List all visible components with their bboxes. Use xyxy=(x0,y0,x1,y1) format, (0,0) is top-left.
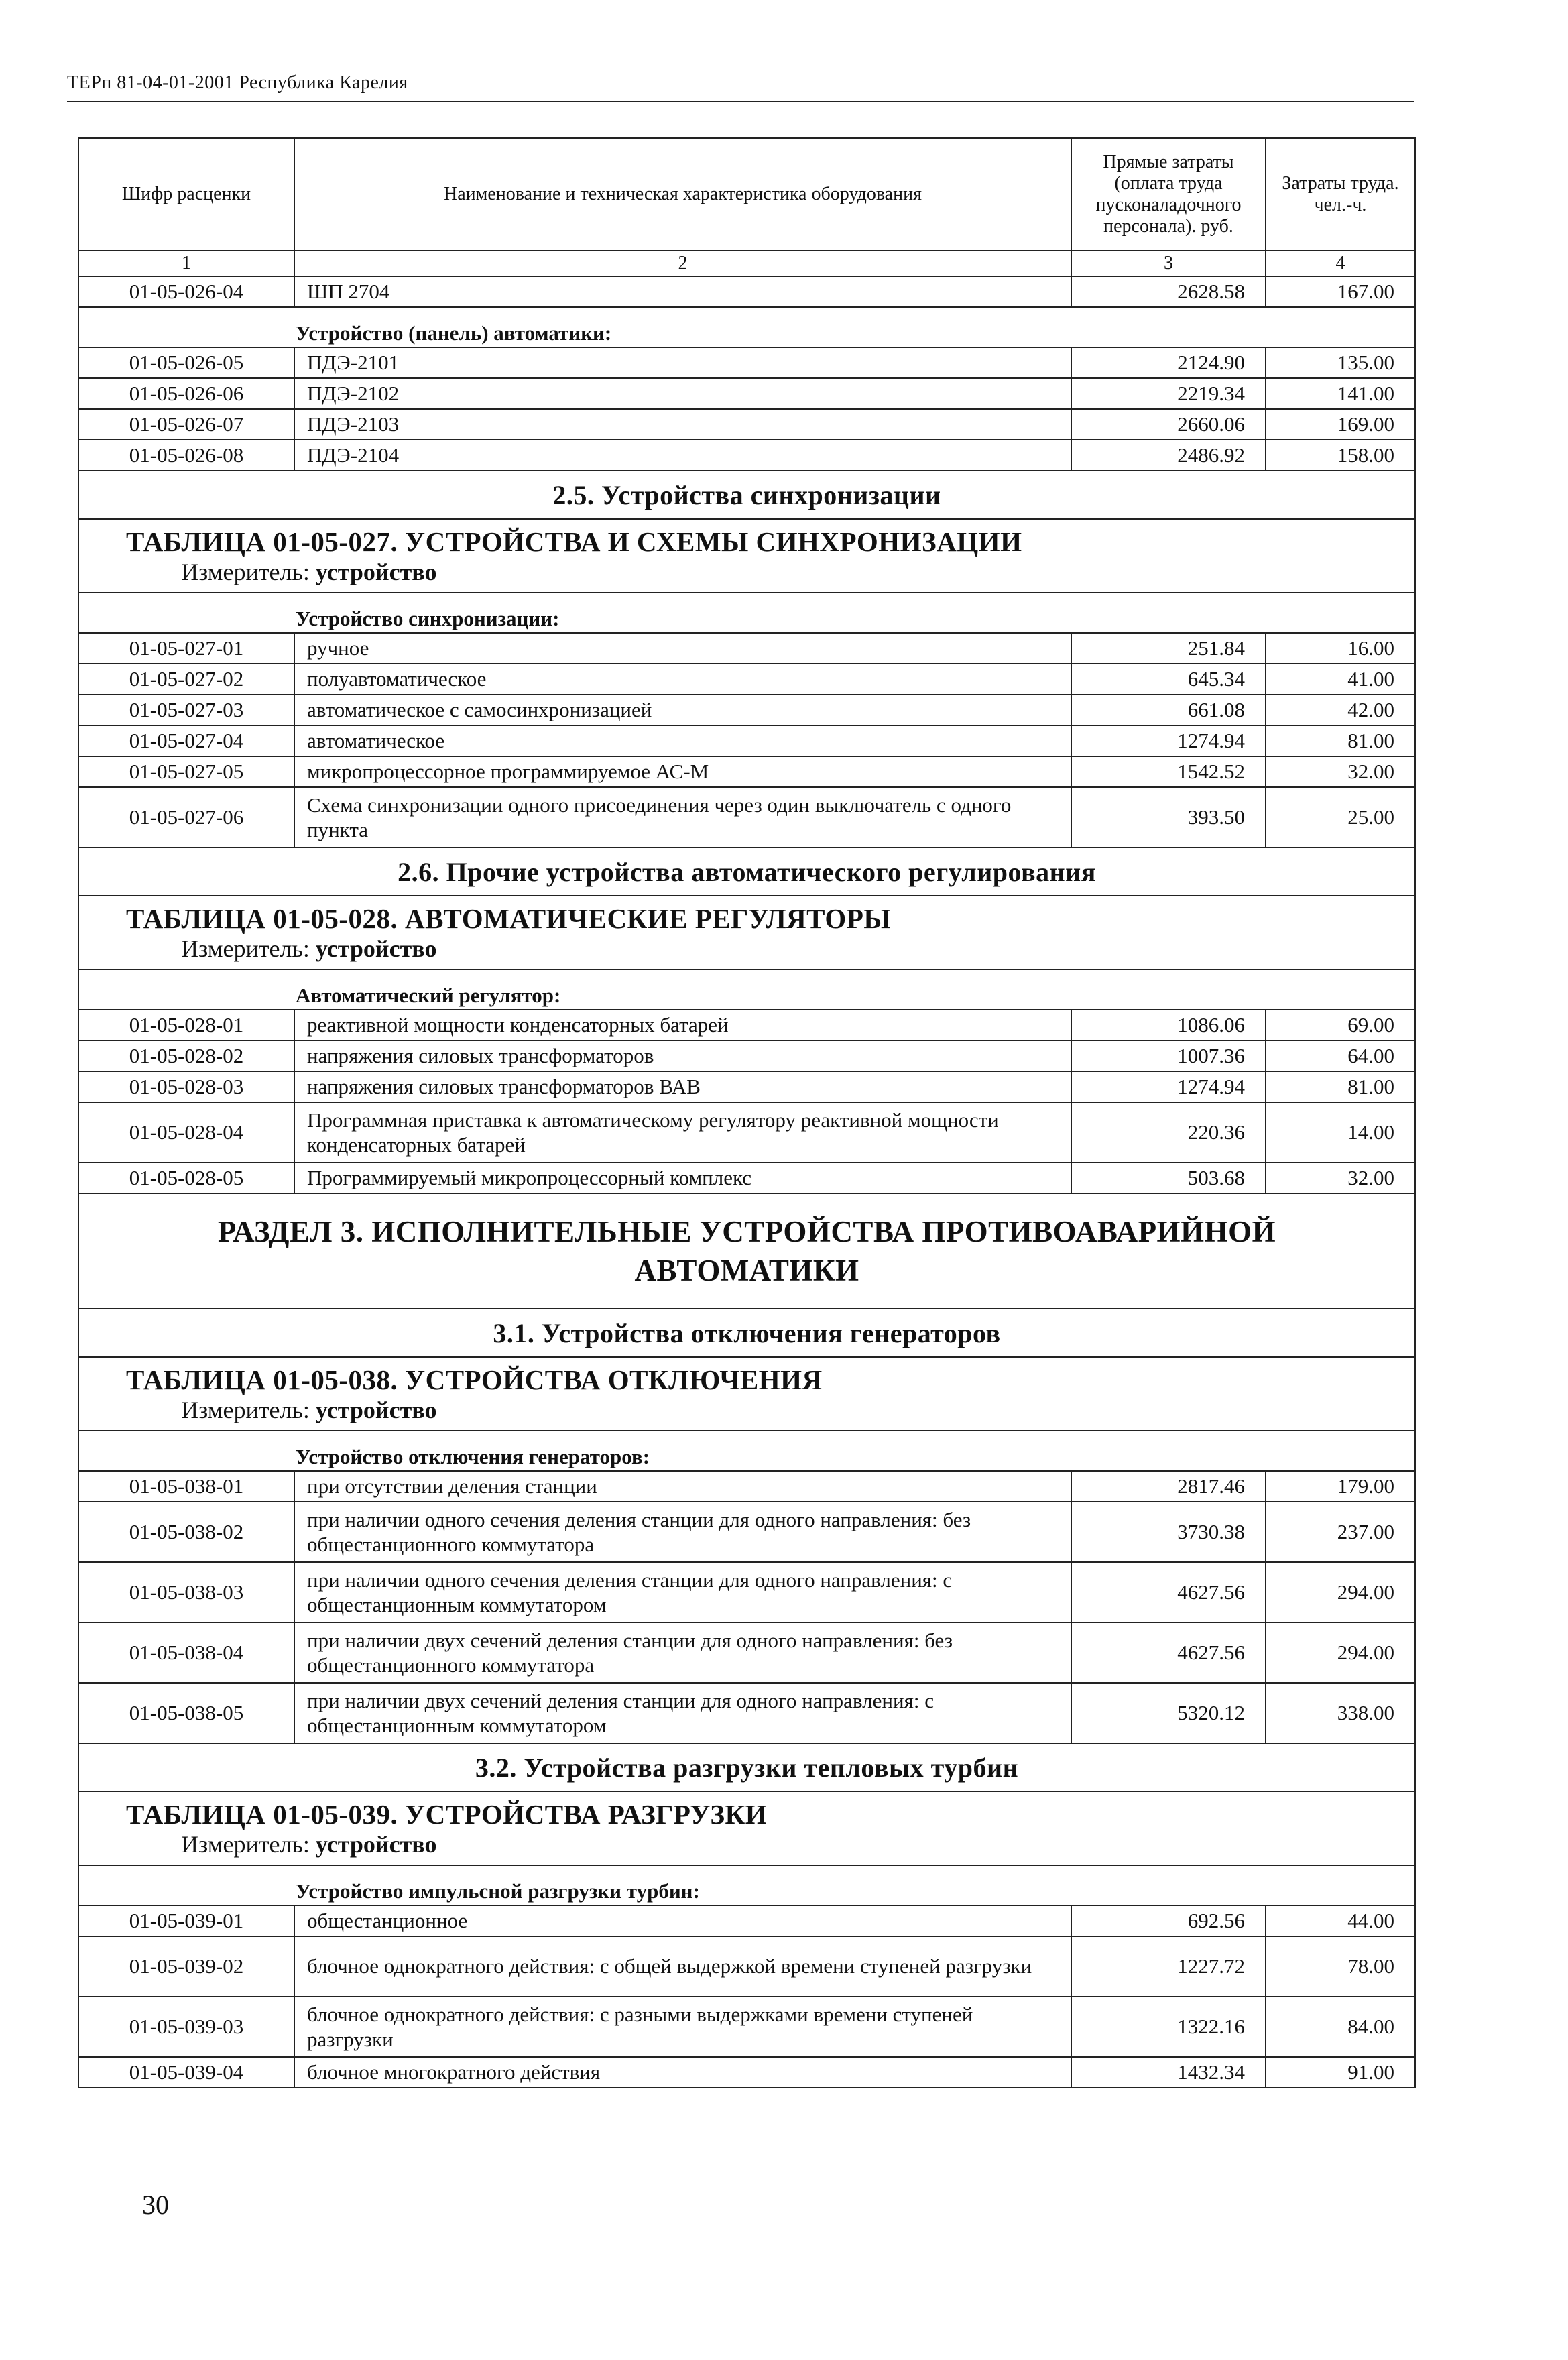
labor-cost: 32.00 xyxy=(1266,756,1415,787)
rate-code: 01-05-026-07 xyxy=(78,409,294,440)
labor-cost: 169.00 xyxy=(1266,409,1415,440)
table-title-row xyxy=(78,1357,1415,1431)
table-row xyxy=(78,725,1415,756)
table-row xyxy=(78,378,1415,409)
labor-cost: 42.00 xyxy=(1266,695,1415,725)
rate-code: 01-05-026-04 xyxy=(78,276,294,307)
rate-code: 01-05-038-01 xyxy=(78,1471,294,1502)
column-header-labor: Затраты труда. чел.-ч. xyxy=(1266,138,1415,251)
item-name: напряжения силовых трансформаторов xyxy=(294,1041,1071,1071)
column-number: 1 xyxy=(78,251,294,276)
table-row xyxy=(78,633,1415,664)
labor-cost: 32.00 xyxy=(1266,1163,1415,1193)
direct-cost: 4627.56 xyxy=(1071,1622,1266,1683)
table-row xyxy=(78,1471,1415,1502)
table-row xyxy=(78,440,1415,471)
rate-code: 01-05-026-06 xyxy=(78,378,294,409)
group-heading-row xyxy=(78,593,1415,633)
group-heading: Устройство (панель) автоматики: xyxy=(296,321,612,345)
direct-cost: 1274.94 xyxy=(1071,1071,1266,1102)
item-name: ПДЭ-2103 xyxy=(294,409,1071,440)
header-rule xyxy=(67,101,1414,102)
meter-label: Измеритель: xyxy=(181,1396,310,1423)
labor-cost: 91.00 xyxy=(1266,2057,1415,2088)
rate-code: 01-05-038-02 xyxy=(78,1502,294,1562)
direct-cost: 3730.38 xyxy=(1071,1502,1266,1562)
unit-of-measure xyxy=(126,1396,1402,1424)
rate-code: 01-05-038-05 xyxy=(78,1683,294,1743)
section-heading: 2.5. Устройства синхронизации xyxy=(78,471,1415,519)
rate-code: 01-05-039-03 xyxy=(78,1997,294,2057)
direct-cost: 661.08 xyxy=(1071,695,1266,725)
direct-cost: 2124.90 xyxy=(1071,347,1266,378)
group-heading-row xyxy=(78,1865,1415,1905)
section-heading: 2.6. Прочие устройства автоматического регулирования xyxy=(78,847,1415,896)
section-heading-row xyxy=(78,847,1415,896)
direct-cost: 1432.34 xyxy=(1071,2057,1266,2088)
direct-cost: 1274.94 xyxy=(1071,725,1266,756)
direct-cost: 5320.12 xyxy=(1071,1683,1266,1743)
rate-code: 01-05-039-04 xyxy=(78,2057,294,2088)
item-name: при наличии двух сечений деления станции для одного направления: с общестанционным коммутатором xyxy=(294,1683,1071,1743)
item-name: Схема синхронизации одного присоединения через один выключатель с одного пункта xyxy=(294,787,1071,847)
group-heading-row xyxy=(78,1431,1415,1471)
item-name: Программная приставка к автоматическому регулятору реактивной мощности конденсаторных батарей xyxy=(294,1102,1071,1163)
labor-cost: 16.00 xyxy=(1266,633,1415,664)
rate-code: 01-05-026-05 xyxy=(78,347,294,378)
table-row xyxy=(78,664,1415,695)
section-heading: 3.2. Устройства разгрузки тепловых турбин xyxy=(78,1743,1415,1791)
meter-value: устройство xyxy=(315,1396,437,1423)
labor-cost: 294.00 xyxy=(1266,1622,1415,1683)
table-row xyxy=(78,1502,1415,1562)
rate-code: 01-05-027-02 xyxy=(78,664,294,695)
labor-cost: 64.00 xyxy=(1266,1041,1415,1071)
table-row xyxy=(78,1905,1415,1936)
column-header-code: Шифр расценки xyxy=(78,138,294,251)
column-number-row xyxy=(78,251,1415,276)
direct-cost: 1227.72 xyxy=(1071,1936,1266,1997)
table-row xyxy=(78,2057,1415,2088)
direct-cost: 1086.06 xyxy=(1071,1010,1266,1041)
page-number: 30 xyxy=(142,2190,169,2220)
table-row xyxy=(78,1683,1415,1743)
table-title: ТАБЛИЦА 01-05-027. УСТРОЙСТВА И СХЕМЫ СИНХРОНИЗАЦИИ xyxy=(126,526,1022,557)
item-name: ПДЭ-2104 xyxy=(294,440,1071,471)
rate-code: 01-05-028-03 xyxy=(78,1071,294,1102)
column-number: 3 xyxy=(1071,251,1266,276)
labor-cost: 81.00 xyxy=(1266,725,1415,756)
item-name: автоматическое xyxy=(294,725,1071,756)
group-heading: Устройство импульсной разгрузки турбин: xyxy=(296,1879,700,1903)
rate-code: 01-05-039-02 xyxy=(78,1936,294,1997)
labor-cost: 81.00 xyxy=(1266,1071,1415,1102)
direct-cost: 2219.34 xyxy=(1071,378,1266,409)
price-table xyxy=(78,137,1416,2088)
table-row xyxy=(78,695,1415,725)
item-name: автоматическое с самосинхронизацией xyxy=(294,695,1071,725)
column-header-cost: Прямые затраты (оплата труда пусконаладочного персонала). руб. xyxy=(1071,138,1266,251)
item-name: реактивной мощности конденсаторных батарей xyxy=(294,1010,1071,1041)
direct-cost: 692.56 xyxy=(1071,1905,1266,1936)
item-name: ручное xyxy=(294,633,1071,664)
section-heading-row xyxy=(78,1743,1415,1791)
column-header-name: Наименование и техническая характеристика оборудования xyxy=(294,138,1071,251)
rate-code: 01-05-027-01 xyxy=(78,633,294,664)
direct-cost: 503.68 xyxy=(1071,1163,1266,1193)
labor-cost: 167.00 xyxy=(1266,276,1415,307)
labor-cost: 78.00 xyxy=(1266,1936,1415,1997)
unit-of-measure xyxy=(126,558,1402,586)
table-row xyxy=(78,409,1415,440)
group-heading: Автоматический регулятор: xyxy=(296,984,561,1007)
item-name: при наличии одного сечения деления станции для одного направления: без общестанционного коммутатора xyxy=(294,1502,1071,1562)
labor-cost: 141.00 xyxy=(1266,378,1415,409)
rate-code: 01-05-027-03 xyxy=(78,695,294,725)
direct-cost: 2486.92 xyxy=(1071,440,1266,471)
labor-cost: 44.00 xyxy=(1266,1905,1415,1936)
part-heading-line: АВТОМАТИКИ xyxy=(634,1254,859,1287)
running-header: ТЕРп 81-04-01-2001 Республика Карелия xyxy=(67,72,408,93)
meter-label: Измеритель: xyxy=(181,1830,310,1858)
item-name: при наличии двух сечений деления станции для одного направления: без общестанционного коммутатора xyxy=(294,1622,1071,1683)
column-number: 4 xyxy=(1266,251,1415,276)
item-name: микропроцессорное программируемое АС-М xyxy=(294,756,1071,787)
table-title: ТАБЛИЦА 01-05-038. УСТРОЙСТВА ОТКЛЮЧЕНИЯ xyxy=(126,1364,823,1395)
item-name: Программируемый микропроцессорный комплекс xyxy=(294,1163,1071,1193)
table-row xyxy=(78,1936,1415,1997)
meter-label: Измеритель: xyxy=(181,558,310,585)
rate-code: 01-05-028-01 xyxy=(78,1010,294,1041)
rate-code: 01-05-028-04 xyxy=(78,1102,294,1163)
direct-cost: 2628.58 xyxy=(1071,276,1266,307)
meter-value: устройство xyxy=(315,1830,437,1858)
direct-cost: 251.84 xyxy=(1071,633,1266,664)
table-row xyxy=(78,1163,1415,1193)
labor-cost: 179.00 xyxy=(1266,1471,1415,1502)
labor-cost: 338.00 xyxy=(1266,1683,1415,1743)
direct-cost: 2660.06 xyxy=(1071,409,1266,440)
direct-cost: 1322.16 xyxy=(1071,1997,1266,2057)
item-name: блочное однократного действия: с разными выдержками времени ступеней разгрузки xyxy=(294,1997,1071,2057)
rate-code: 01-05-028-02 xyxy=(78,1041,294,1071)
labor-cost: 237.00 xyxy=(1266,1502,1415,1562)
rate-code: 01-05-027-06 xyxy=(78,787,294,847)
direct-cost: 220.36 xyxy=(1071,1102,1266,1163)
table-title: ТАБЛИЦА 01-05-039. УСТРОЙСТВА РАЗГРУЗКИ xyxy=(126,1798,768,1830)
rate-code: 01-05-039-01 xyxy=(78,1905,294,1936)
group-heading: Устройство синхронизации: xyxy=(296,607,560,630)
rate-code: 01-05-038-04 xyxy=(78,1622,294,1683)
table-row xyxy=(78,347,1415,378)
unit-of-measure xyxy=(126,935,1402,963)
table-title-row xyxy=(78,519,1415,593)
direct-cost: 393.50 xyxy=(1071,787,1266,847)
item-name: ПДЭ-2102 xyxy=(294,378,1071,409)
table-row xyxy=(78,276,1415,307)
table-title: ТАБЛИЦА 01-05-028. АВТОМАТИЧЕСКИЕ РЕГУЛЯТОРЫ xyxy=(126,902,892,934)
part-heading-row xyxy=(78,1193,1415,1309)
table-row xyxy=(78,1010,1415,1041)
item-name: при отсутствии деления станции xyxy=(294,1471,1071,1502)
direct-cost: 1007.36 xyxy=(1071,1041,1266,1071)
item-name: блочное многократного действия xyxy=(294,2057,1071,2088)
labor-cost: 158.00 xyxy=(1266,440,1415,471)
rate-code: 01-05-026-08 xyxy=(78,440,294,471)
table-row xyxy=(78,1562,1415,1622)
column-number: 2 xyxy=(294,251,1071,276)
table-row xyxy=(78,1102,1415,1163)
table-row xyxy=(78,1041,1415,1071)
rate-code: 01-05-027-05 xyxy=(78,756,294,787)
section-heading-row xyxy=(78,471,1415,519)
table-row xyxy=(78,1071,1415,1102)
table-row xyxy=(78,1997,1415,2057)
section-heading: 3.1. Устройства отключения генераторов xyxy=(78,1309,1415,1357)
meter-label: Измеритель: xyxy=(181,935,310,962)
table-title-row xyxy=(78,896,1415,969)
meter-value: устройство xyxy=(315,558,437,585)
labor-cost: 294.00 xyxy=(1266,1562,1415,1622)
labor-cost: 69.00 xyxy=(1266,1010,1415,1041)
item-name: ШП 2704 xyxy=(294,276,1071,307)
section-heading-row xyxy=(78,1309,1415,1357)
labor-cost: 14.00 xyxy=(1266,1102,1415,1163)
table-row xyxy=(78,1622,1415,1683)
unit-of-measure xyxy=(126,1830,1402,1858)
part-heading-line: РАЗДЕЛ 3. ИСПОЛНИТЕЛЬНЫЕ УСТРОЙСТВА ПРОТИВОАВАРИЙНОЙ xyxy=(217,1214,1276,1248)
group-heading-row xyxy=(78,307,1415,347)
rate-code: 01-05-038-03 xyxy=(78,1562,294,1622)
item-name: общестанционное xyxy=(294,1905,1071,1936)
group-heading: Устройство отключения генераторов: xyxy=(296,1445,650,1468)
direct-cost: 645.34 xyxy=(1071,664,1266,695)
item-name: ПДЭ-2101 xyxy=(294,347,1071,378)
labor-cost: 135.00 xyxy=(1266,347,1415,378)
group-heading-row xyxy=(78,969,1415,1010)
item-name: полуавтоматическое xyxy=(294,664,1071,695)
meter-value: устройство xyxy=(315,935,437,962)
rate-code: 01-05-028-05 xyxy=(78,1163,294,1193)
table-row xyxy=(78,756,1415,787)
table-title-row xyxy=(78,1791,1415,1865)
labor-cost: 41.00 xyxy=(1266,664,1415,695)
labor-cost: 25.00 xyxy=(1266,787,1415,847)
item-name: блочное однократного действия: с общей выдержкой времени ступеней разгрузки xyxy=(294,1936,1071,1997)
direct-cost: 2817.46 xyxy=(1071,1471,1266,1502)
labor-cost: 84.00 xyxy=(1266,1997,1415,2057)
rate-code: 01-05-027-04 xyxy=(78,725,294,756)
item-name: напряжения силовых трансформаторов ВАВ xyxy=(294,1071,1071,1102)
table-row xyxy=(78,787,1415,847)
direct-cost: 4627.56 xyxy=(1071,1562,1266,1622)
table-header-row xyxy=(78,138,1415,251)
item-name: при наличии одного сечения деления станции для одного направления: с общестанционным коммутатором xyxy=(294,1562,1071,1622)
direct-cost: 1542.52 xyxy=(1071,756,1266,787)
